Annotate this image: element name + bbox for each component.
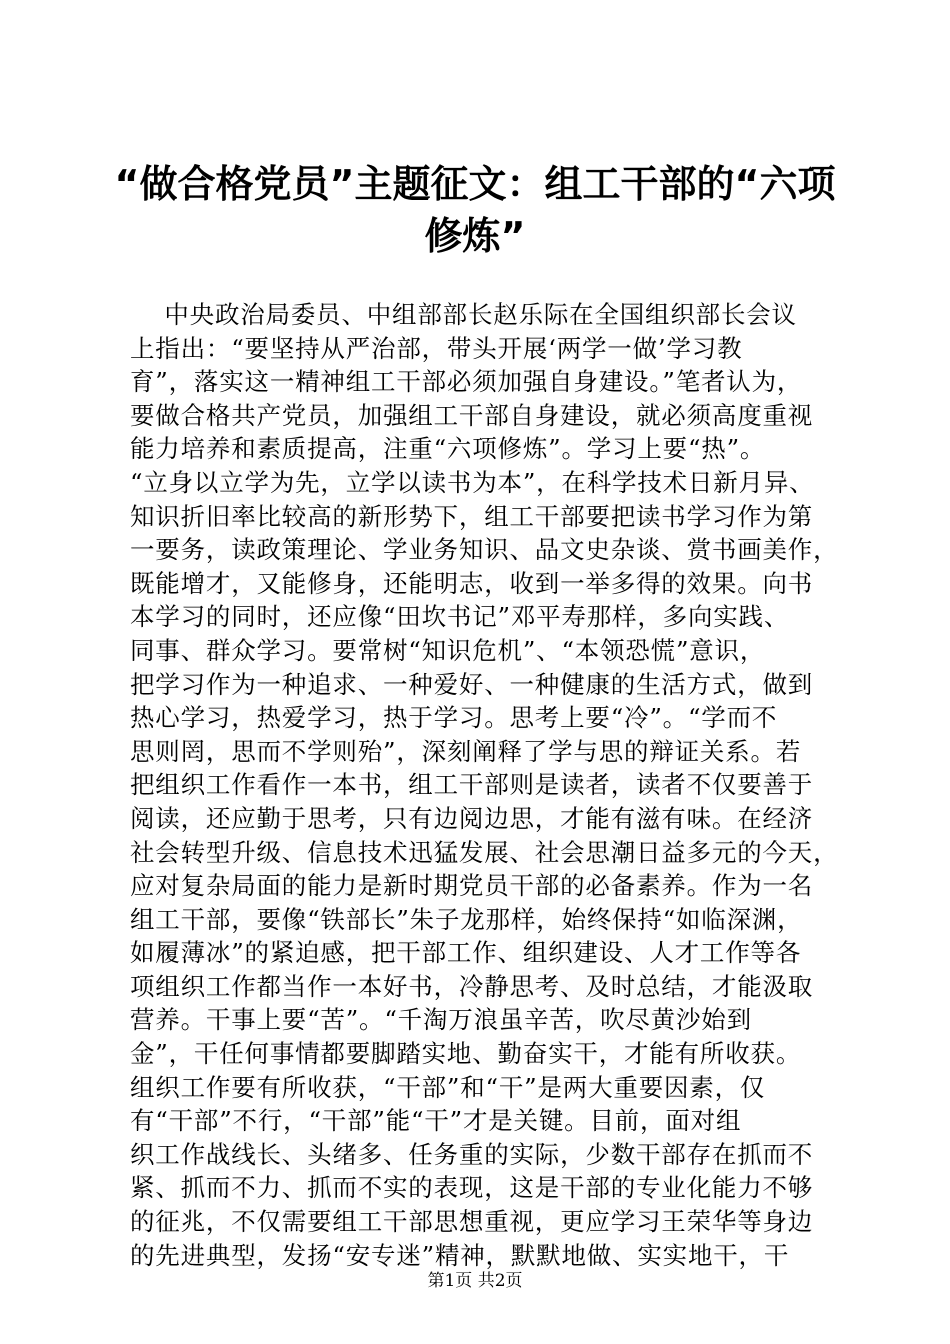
- body-line: 同事、群众学习。要常树“知识危机”、“本领恐慌”意识，: [130, 635, 766, 665]
- body-line: 的征兆，不仅需要组工干部思想重视，更应学习王荣华等身边: [130, 1207, 814, 1237]
- body-line: 把学习作为一种追求、一种爱好、一种健康的生活方式，做到: [130, 669, 814, 699]
- body-line: 上指出：“要坚持从严治部，带头开展‘两学一做’学习教: [130, 333, 743, 363]
- body-line: 本学习的同时，还应像“田坎书记”邓平寿那样，多向实践、: [130, 602, 790, 632]
- body-line: 的先进典型，发扬“安专迷”精神，默默地做、实实地干，干: [130, 1240, 790, 1270]
- body-line: 能力培养和素质提高，注重“六项修炼”。学习上要“热”。: [130, 434, 766, 464]
- body-line: 织工作战线长、头绪多、任务重的实际，少数干部存在抓而不: [130, 1139, 814, 1169]
- article-body: [130, 298, 839, 1272]
- body-line: 把组织工作看作一本书，组工干部则是读者，读者不仅要善于: [130, 770, 814, 800]
- body-line: 项组织工作都当作一本好书，冷静思考、及时总结，才能汲取: [130, 971, 814, 1001]
- body-line: 既能增才，又能修身，还能明志，收到一举多得的效果。向书: [130, 568, 814, 598]
- body-line: 如履薄冰”的紧迫感，把干部工作、组织建设、人才工作等各: [130, 938, 802, 968]
- body-line: 一要务，读政策理论、学业务知识、品文史杂谈、赏书画美作，: [130, 535, 839, 565]
- body-line: 有“干部”不行，“干部”能“干”才是关键。目前，面对组: [130, 1106, 742, 1136]
- page-title: [110, 158, 840, 262]
- body-line: 组织工作要有所收获，“干部”和“干”是两大重要因素，仅: [130, 1072, 766, 1102]
- body-line: 营养。干事上要“苦”。“千淘万浪虽辛苦，吹尽黄沙始到: [130, 1005, 752, 1035]
- body-line: 组工干部，要像“铁部长”朱子龙那样，始终保持“如临深渊，: [130, 904, 803, 934]
- body-line: 阅读，还应勤于思考，只有边阅边思，才能有滋有味。在经济: [130, 803, 814, 833]
- body-line: 金”，干任何事情都要脚踏实地、勤奋实干，才能有所收获。: [130, 1039, 802, 1069]
- title-line: 修炼”: [424, 214, 526, 258]
- body-line: 育”，落实这一精神组工干部必须加强自身建设。”笔者认为，: [130, 367, 803, 397]
- body-line: 应对复杂局面的能力是新时期党员干部的必备素养。作为一名: [130, 871, 814, 901]
- title-line: “做合格党员”主题征文：组工干部的“六项: [114, 162, 836, 206]
- body-line: 知识折旧率比较高的新形势下，组工干部要把读书学习作为第: [130, 501, 814, 531]
- page-number-footer: 第1页 共2页: [427, 1271, 523, 1291]
- body-line: 中央政治局委员、中组部部长赵乐际在全国组织部长会议: [130, 300, 797, 329]
- body-line: 热心学习，热爱学习，热于学习。思考上要“冷”。“学而不: [130, 703, 778, 733]
- body-line: 社会转型升级、信息技术迅猛发展、社会思潮日益多元的今天，: [130, 837, 839, 867]
- body-line: 思则罔，思而不学则殆”，深刻阐释了学与思的辩证关系。若: [130, 736, 802, 766]
- body-line: 要做合格共产党员，加强组工干部自身建设，就必须高度重视: [130, 400, 814, 430]
- body-line: 紧、抓而不力、抓而不实的表现，这是干部的专业化能力不够: [130, 1173, 814, 1203]
- body-line: “立身以立学为先，立学以读书为本”，在科学技术日新月异、: [130, 467, 815, 497]
